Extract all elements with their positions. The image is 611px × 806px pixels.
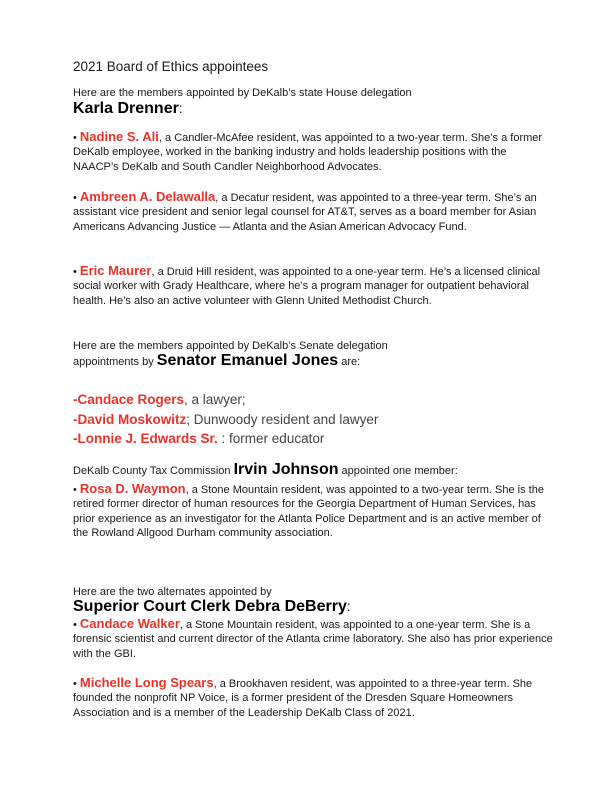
house-member-1 [73,130,553,174]
member-name: Rosa D. Waymon [79,481,186,496]
bullet: • [73,678,80,690]
member-bio: , a Brookhaven resident, was appointed to a three-year term. She founded the nonprofit NP Voice, is a former president of the Dresden Square Homeowners Association and is a member of the Leadership DeKalb Class of 2021. [73,678,533,719]
senate-leader: Senator Emanuel Jones [156,352,339,369]
dash: - [73,431,78,446]
court-member-1 [73,617,553,661]
bullet: • [73,266,80,278]
bullet: • [73,484,80,496]
member-bio: , a Stone Mountain resident, was appointed to a two-year term. She is the retired former director of human resources for the Georgia Department of Human Services, has prior experience as an investigator for the Atlanta Police Department and is an active member of the Rowland Allgood Durham community association. [73,484,544,540]
tax-intro-pre: DeKalb County Tax Commission [73,465,234,477]
senate-member-3 [73,429,378,449]
house-member-2 [73,190,553,234]
court-leader-line [73,597,351,617]
senate-intro-line1: Here are the members appointed by DeKalb’s Senate delegation [73,340,388,352]
senate-intro-pre: appointments by [73,356,157,368]
tax-leader: Irvin Johnson [233,461,339,478]
court-leader-colon: : [346,599,351,614]
member-bio: , a Stone Mountain resident, was appointed to a one-year term. She is a forensic scientist and current director of the Atlanta crime laboratory. She also has prior experience with the GBI. [73,619,553,660]
tax-member [73,482,553,541]
house-member-3 [73,264,553,308]
senate-member-list [73,390,378,449]
senate-intro-line2 [73,352,360,370]
tax-intro [73,461,458,479]
member-bio: , a Druid Hill resident, was appointed to a one-year term. He’s a licensed clinical social worker with Grady Healthcare, where he’s a program manager for outpatient behavioral health. He’s also an active volunteer with Glenn United Methodist Church. [73,266,541,307]
member-bio: , a Decatur resident, was appointed to a three-year term. She’s an assistant vice president and senior legal counsel for AT&T, serves as a board member for Asian Americans Advancing Justice — Atlanta and the Asian American Advocacy Fund. [73,192,537,233]
member-note: , a lawyer; [184,392,246,407]
member-name: Nadine S. Ali [79,129,159,144]
member-name: Lonnie J. Edwards Sr. [77,431,218,446]
member-name: Candace Walker [79,616,180,631]
member-note: ; Dunwoody resident and lawyer [186,411,379,427]
member-name: Michelle Long Spears [79,675,214,690]
page-title: 2021 Board of Ethics appointees [73,59,269,74]
bullet: • [73,192,80,204]
member-note: : former educator [217,431,325,446]
dash: - [73,392,78,407]
senate-intro-post: are: [338,356,361,368]
member-name: Eric Maurer [79,263,152,278]
court-intro: Here are the two alternates appointed by [73,586,272,598]
house-intro: Here are the members appointed by DeKalb’s state House delegation [73,87,412,99]
member-name: Candace Rogers [77,392,185,407]
senate-member-2 [73,410,378,430]
bullet: • [73,132,80,144]
court-member-2 [73,676,553,720]
bullet: • [73,619,80,631]
house-leader: Karla Drenner [73,100,179,117]
member-bio: , a Candler-McAfee resident, was appointed to a two-year term. She’s a former DeKalb employee, worked in the banking industry and holds leadership positions with the NAACP’s DeKalb and South Candler Neighborhood Advocates. [73,132,543,173]
house-leader-line [73,99,183,119]
house-leader-colon: : [178,101,183,116]
member-name: Ambreen A. Delawalla [79,189,216,204]
member-name: David Moskowitz [77,411,187,427]
senate-member-1 [73,390,378,410]
tax-intro-post: appointed one member: [338,465,458,477]
dash: - [73,411,78,427]
court-leader: Superior Court Clerk Debra DeBerry [73,598,347,615]
